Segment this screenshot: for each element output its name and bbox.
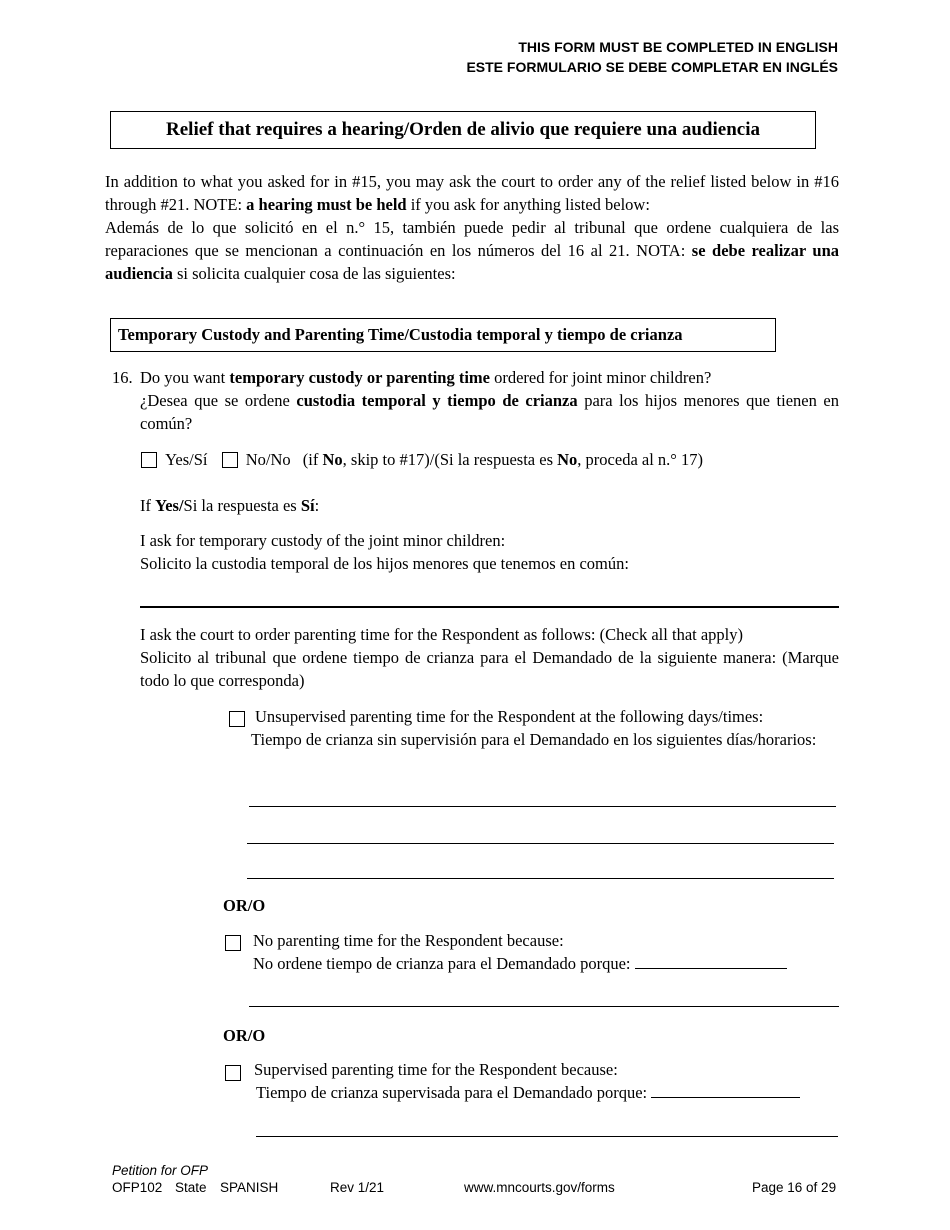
language-notice-en: THIS FORM MUST BE COMPLETED IN ENGLISH (518, 39, 838, 55)
q16-es-a: ¿Desea que se ordene (140, 391, 297, 410)
q16-en-bold: temporary custody or parenting time (229, 368, 490, 387)
supervised-en: Supervised parenting time for the Respondent because: (254, 1060, 618, 1079)
yes-label: Yes/Sí (165, 450, 208, 469)
custody-request-es: Solicito la custodia temporal de los hijos menores que tenemos en común: (140, 554, 629, 573)
parenting-request-en: I ask the court to order parenting time for the Respondent as follows: (Check all that apply) (140, 625, 743, 644)
no-parenting-line[interactable] (249, 1006, 839, 1007)
custody-request-en: I ask for temporary custody of the joint minor children: (140, 531, 506, 550)
question-number: 16. (112, 368, 133, 387)
if-colon: : (314, 496, 320, 515)
unsupervised-checkbox-wrap (229, 707, 245, 730)
intro-es-end: si solicita cualquier cosa de las siguientes: (172, 264, 456, 283)
language-notice-es: ESTE FORMULARIO SE DEBE COMPLETAR EN INGLÉS (466, 59, 838, 75)
unsupervised-es: Tiempo de crianza sin supervisión para el Demandado en los siguientes días/horarios: (251, 730, 817, 749)
or-separator-2: OR/O (223, 1026, 266, 1045)
parenting-request-es: Solicito al tribunal que ordene tiempo de crianza para el Demandado de la siguiente manera: (Marque todo lo que corresponda) (140, 648, 839, 690)
or-separator-1: OR/O (223, 896, 266, 915)
supervised-checkbox[interactable] (225, 1065, 241, 1081)
skip-c: , proceda al n.° 17) (577, 450, 704, 469)
q16-en-b: ordered for joint minor children? (489, 368, 712, 387)
intro-en-bold: a hearing must be held (246, 195, 407, 214)
supervised-es: Tiempo de crianza supervisada para el Demandado porque: (256, 1083, 648, 1102)
yes-checkbox[interactable] (141, 452, 157, 468)
q16-es-b: para los hijos menores que tienen en común? (140, 391, 839, 433)
intro-es-text: Además de lo que solicitó en el n.° 15, también puede pedir al tribunal que ordene cualquiera de las reparaciones que se mencionan a continuación en los números del 16 al 21. NOTA: (105, 218, 839, 260)
if-mid: Si la respuesta es (183, 496, 301, 515)
if-si: Sí (300, 496, 315, 515)
footer-page-number: Page 16 of 29 (752, 1180, 837, 1195)
unsupervised-en: Unsupervised parenting time for the Respondent at the following days/times: (255, 707, 764, 726)
no-parenting-es: No ordene tiempo de crianza para el Demandado porque: (253, 954, 631, 973)
skip-no-2: No (557, 450, 578, 469)
unsupervised-line-3[interactable] (247, 878, 834, 879)
no-label: No/No (245, 450, 291, 469)
custody-answer-line[interactable] (140, 606, 839, 608)
q16-es-bold: custodia temporal y tiempo de crianza (296, 391, 578, 410)
language-notice (466, 37, 838, 77)
intro-en-text: In addition to what you asked for in #15, you may ask the court to order any of the relief listed below in #16 through #21. NOTE: (105, 172, 839, 214)
intro-en (105, 170, 839, 216)
supervised-checkbox-wrap (225, 1061, 241, 1084)
section-title: Relief that requires a hearing/Orden de alivio que requiere una audiencia (110, 111, 816, 149)
q16-en-a: Do you want (140, 368, 230, 387)
skip-a: (if (302, 450, 323, 469)
no-parenting-checkbox-wrap (225, 931, 241, 954)
intro-en-end: if you ask for anything listed below: (406, 195, 650, 214)
unsupervised-checkbox[interactable] (229, 711, 245, 727)
if-prefix: If (140, 496, 156, 515)
no-parenting-checkbox[interactable] (225, 935, 241, 951)
supervised-es-row (256, 1081, 800, 1104)
footer-state: State (175, 1180, 207, 1195)
skip-instruction (303, 450, 703, 469)
supervised-line[interactable] (256, 1136, 838, 1137)
footer-form-code: OFP102 (112, 1180, 163, 1195)
footer-language: SPANISH (220, 1180, 279, 1195)
no-parenting-en: No parenting time for the Respondent because: (253, 931, 564, 950)
supervised-answer-line[interactable] (651, 1081, 800, 1098)
no-parenting-es-row (253, 952, 787, 975)
if-yes: Yes/ (155, 496, 184, 515)
if-yes-label (140, 494, 319, 517)
footer-website[interactable]: www.mncourts.gov/forms (464, 1180, 615, 1195)
unsupervised-line-1[interactable] (249, 806, 836, 807)
yes-no-row (141, 448, 703, 471)
footer-form-title: Petition for OFP (112, 1163, 209, 1178)
question-16-es (140, 389, 839, 435)
no-parenting-answer-line[interactable] (635, 952, 787, 969)
subsection-title: Temporary Custody and Parenting Time/Custodia temporal y tiempo de crianza (110, 318, 776, 352)
skip-no-1: No (322, 450, 343, 469)
question-16-en (140, 366, 839, 389)
skip-b: , skip to #17)/(Si la respuesta es (342, 450, 558, 469)
intro-es (105, 216, 839, 285)
no-checkbox[interactable] (222, 452, 238, 468)
intro-es-bold: se debe realizar una audiencia (105, 241, 839, 283)
unsupervised-line-2[interactable] (247, 843, 834, 844)
footer-revision: Rev 1/21 (330, 1180, 385, 1195)
